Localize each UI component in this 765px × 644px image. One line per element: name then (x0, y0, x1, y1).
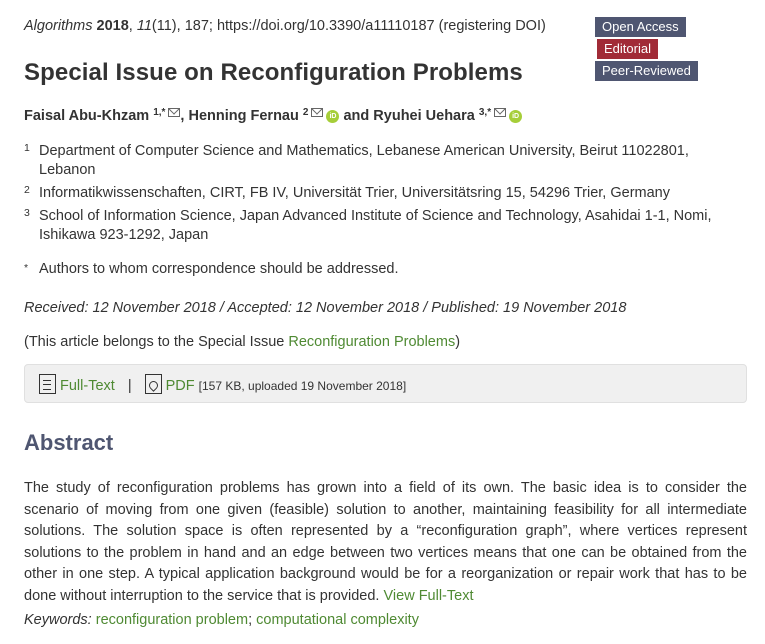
mail-icon[interactable] (311, 108, 323, 117)
journal-name: Algorithms (24, 18, 93, 34)
open-access-badge[interactable]: Open Access (595, 17, 686, 37)
separator: | (127, 378, 132, 394)
affiliation-number: 2 (24, 184, 30, 196)
affiliation (24, 207, 729, 245)
pdf-link[interactable]: PDF (165, 378, 195, 394)
affiliation-text: Department of Computer Science and Mathematics, Lebanese American University, Beirut 11022801, Lebanon (39, 143, 689, 178)
special-issue-link[interactable]: Reconfiguration Problems (288, 334, 456, 350)
author-affil-marker: 1,* (153, 107, 166, 118)
view-full-text-link[interactable]: View Full-Text (383, 587, 474, 604)
orcid-icon[interactable]: iD (509, 110, 522, 123)
affiliation (24, 142, 729, 180)
pdf-icon (145, 374, 162, 394)
badges (595, 17, 745, 83)
affiliation-number: 1 (24, 142, 30, 154)
keyword-link[interactable]: computational complexity (256, 612, 419, 628)
pdf-meta: [157 KB, uploaded 19 November 2018] (198, 379, 407, 393)
abstract-text: The study of reconfiguration problems has grown into a field of its own. The basic idea is to consider the scenario of moving from one given (feasible) solution to another, maintaining feasibility for all intermediate solutions. The solution space is often represented by a “reconfiguration graph”, where vertices represent solutions to the problem in hand and an edge between two vertices means that one can be obtained from the other in one step. A typical application background would be for a reorganization or repair work that has to be done without interruption to the service that is provided. View Full-Text (24, 480, 747, 604)
affiliation-number: * (24, 262, 29, 274)
article-title: Special Issue on Reconfiguration Problems (24, 59, 523, 86)
authors-and: and (343, 108, 370, 124)
editorial-badge[interactable]: Editorial (597, 39, 658, 59)
author-affil-marker: 3,* (478, 107, 492, 118)
document-icon (39, 374, 56, 394)
affiliation (24, 184, 729, 203)
citation-line: Algorithms 2018, 11(11), 187; https://doi.org/10.3390/a11110187 (registering DOI) (24, 18, 546, 34)
affiliation-text: School of Information Science, Japan Advanced Institute of Science and Technology, Asahidai 1-1, Nomi, Ishikawa 923-1292, Japan (39, 208, 712, 243)
affiliation-text: Informatikwissenschaften, CIRT, FB IV, Universität Trier, Universitätsring 15, 54296 Trier, Germany (39, 185, 670, 201)
author-name[interactable]: Faisal Abu-Khzam (24, 108, 150, 124)
orcid-icon[interactable]: iD (326, 110, 339, 123)
special-issue-note: (This article belongs to the Special Issue Reconfiguration Problems) (24, 334, 461, 350)
keywords-label: Keywords: (24, 612, 92, 628)
citation-rest: (11), 187; https://doi.org/10.3390/a11110187 (registering DOI) (151, 18, 546, 34)
full-text-link[interactable]: Full-Text (60, 378, 115, 394)
peer-reviewed-badge[interactable]: Peer-Reviewed (595, 61, 698, 81)
citation-volume: 11 (136, 18, 152, 34)
mail-icon[interactable] (494, 108, 506, 117)
keywords: Keywords: reconfiguration problem; computational complexity (24, 612, 419, 628)
abstract-heading: Abstract (24, 430, 114, 455)
correspondence-note (24, 260, 729, 279)
citation-year: 2018 (96, 18, 129, 34)
fulltext-box (24, 364, 747, 403)
affiliation-number: 3 (24, 207, 30, 219)
publication-dates: Received: 12 November 2018 / Accepted: 12 November 2018 / Published: 19 November 2018 (24, 300, 627, 316)
author-affil-marker: 2 (302, 107, 309, 118)
mail-icon[interactable] (168, 108, 180, 117)
author-name[interactable]: Henning Fernau (188, 108, 299, 124)
affiliation-text: Authors to whom correspondence should be addressed. (39, 261, 399, 277)
keyword-link[interactable]: reconfiguration problem (95, 612, 249, 628)
author-list: Faisal Abu-Khzam $^{1,*}$ , Henning Fernau $^2$ iD and Ryuhei Uehara $^{3,*}$ iD (24, 107, 522, 124)
author-name[interactable]: Ryuhei Uehara (373, 108, 475, 124)
